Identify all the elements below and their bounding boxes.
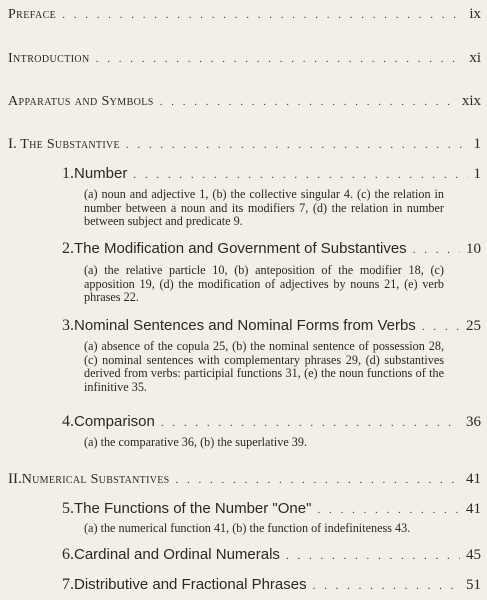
toc-section-2[interactable] <box>62 240 481 258</box>
toc-page-number: 45 <box>466 547 481 563</box>
toc-page-number: 10 <box>466 241 481 257</box>
section-description: (a) absence of the copula 25, (b) the nominal sentence of possession 28, (c) nominal sentences with complementary phrases 29, (d) substantives derived from verbs: participial functions 31, (e) the noun functions of the infinitive 35. <box>84 339 444 394</box>
section-number: 5. <box>62 500 74 517</box>
section-number: 7. <box>62 576 74 593</box>
toc-entry-preface[interactable] <box>8 6 481 23</box>
toc-page-number: xi <box>469 50 481 66</box>
dot-leader <box>96 53 464 65</box>
toc-entry-title: Introduction <box>8 51 90 66</box>
toc-entry-apparatus[interactable] <box>8 93 481 110</box>
toc-page-number: xix <box>461 93 481 109</box>
dot-leader <box>160 96 456 108</box>
section-title: The Functions of the Number "One" <box>74 500 312 517</box>
dot-leader <box>317 504 460 516</box>
section-title: Comparison <box>74 413 155 430</box>
dot-leader <box>133 169 467 181</box>
toc-chapter-1[interactable] <box>8 136 481 153</box>
dot-leader <box>62 9 463 21</box>
toc-section-6[interactable] <box>62 546 481 564</box>
section-number: 3. <box>62 317 74 334</box>
chapter-title: The Substantive <box>20 137 120 152</box>
dot-leader <box>161 417 460 429</box>
chapter-numeral: I. <box>8 136 17 152</box>
section-description: (a) the relative particle 10, (b) anteposition of the modifier 18, (c) apposition 19, (d) the modification of adjectives by nouns 21, (e) verb phrases 22. <box>84 263 444 305</box>
toc-entry-title: Apparatus and Symbols <box>8 94 154 109</box>
toc-page-number: 1 <box>473 166 481 182</box>
section-description: (a) the comparative 36, (b) the superlative 39. <box>84 435 308 449</box>
toc-section-7[interactable] <box>62 576 481 594</box>
section-title: Nominal Sentences and Nominal Forms from Verbs <box>74 317 416 334</box>
section-number: 6. <box>62 546 74 563</box>
toc-section-3[interactable] <box>62 317 481 335</box>
toc-section-1[interactable] <box>62 165 481 183</box>
dot-leader <box>176 474 460 486</box>
section-number: 1. <box>62 165 74 182</box>
section-title: The Modification and Government of Substantives <box>74 240 407 257</box>
dot-leader <box>413 244 460 256</box>
section-number: 2. <box>62 240 74 257</box>
dot-leader <box>313 580 460 592</box>
dot-leader <box>422 321 460 333</box>
toc-page-number: 41 <box>466 501 481 517</box>
chapter-numeral: II. <box>8 471 22 487</box>
toc-page-number: 51 <box>466 577 481 593</box>
toc-page-number: 25 <box>466 318 481 334</box>
dot-leader <box>126 139 468 151</box>
toc-page-number: 1 <box>473 136 481 152</box>
toc-page-number: 41 <box>466 471 481 487</box>
section-title: Distributive and Fractional Phrases <box>74 576 307 593</box>
toc-entry-title: Preface <box>8 7 57 22</box>
chapter-title: Numerical Substantives <box>21 472 170 487</box>
section-description: (a) the numerical function 41, (b) the function of indefiniteness 43. <box>84 521 411 535</box>
toc-page-number: ix <box>469 6 481 22</box>
section-number: 4. <box>62 413 74 430</box>
toc-chapter-2[interactable] <box>8 471 481 488</box>
dot-leader <box>286 550 460 562</box>
toc-section-4[interactable] <box>62 413 481 431</box>
toc-entry-introduction[interactable] <box>8 50 481 67</box>
section-title: Number <box>74 165 128 182</box>
section-title: Cardinal and Ordinal Numerals <box>74 546 280 563</box>
toc-section-5[interactable] <box>62 500 481 518</box>
toc-page-number: 36 <box>466 414 481 430</box>
section-description: (a) noun and adjective 1, (b) the collective singular 4. (c) the relation in number between a noun and its modifiers 7, (d) the relation in number between subject and predicate 9. <box>84 187 444 229</box>
